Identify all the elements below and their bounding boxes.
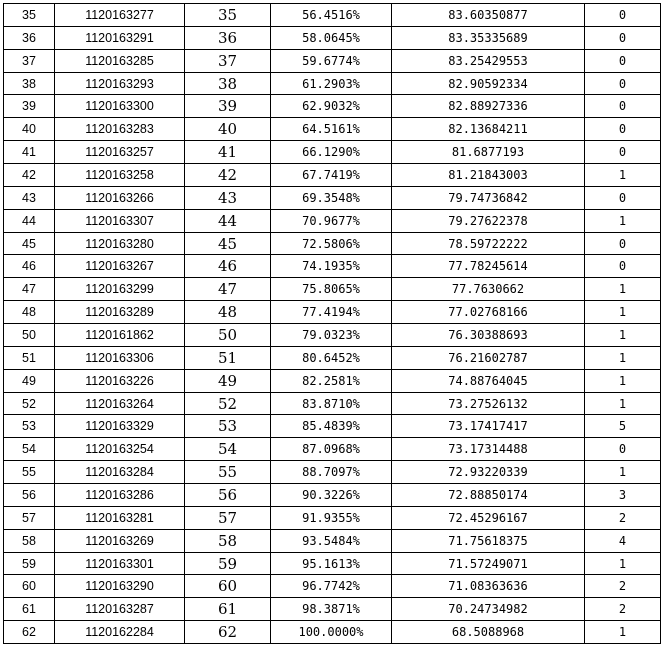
percentile-cell: 83.8710% [271, 392, 392, 415]
count-cell: 1 [585, 164, 661, 187]
student-id-cell: 1120163267 [55, 255, 185, 278]
student-id-cell: 1120163285 [55, 49, 185, 72]
count-cell: 0 [585, 26, 661, 49]
row-number-cell: 39 [4, 95, 55, 118]
rank-cell: 52 [185, 392, 271, 415]
student-id-cell: 1120163286 [55, 484, 185, 507]
score-cell: 76.30388693 [392, 324, 585, 347]
score-cell: 79.74736842 [392, 186, 585, 209]
percentile-cell: 79.0323% [271, 324, 392, 347]
table-row [4, 506, 661, 529]
ranking-table [3, 3, 661, 644]
count-cell: 0 [585, 232, 661, 255]
score-cell: 82.88927336 [392, 95, 585, 118]
percentile-cell: 58.0645% [271, 26, 392, 49]
rank-cell: 48 [185, 301, 271, 324]
rank-cell: 49 [185, 369, 271, 392]
percentile-cell: 88.7097% [271, 461, 392, 484]
percentile-cell: 70.9677% [271, 209, 392, 232]
score-cell: 70.24734982 [392, 598, 585, 621]
rank-cell: 55 [185, 461, 271, 484]
score-cell: 78.59722222 [392, 232, 585, 255]
table-row [4, 141, 661, 164]
score-cell: 71.75618375 [392, 529, 585, 552]
row-number-cell: 38 [4, 72, 55, 95]
student-id-cell: 1120163291 [55, 26, 185, 49]
student-id-cell: 1120163306 [55, 346, 185, 369]
student-id-cell: 1120162284 [55, 621, 185, 644]
student-id-cell: 1120163284 [55, 461, 185, 484]
count-cell: 1 [585, 369, 661, 392]
score-cell: 81.6877193 [392, 141, 585, 164]
percentile-cell: 91.9355% [271, 506, 392, 529]
percentile-cell: 80.6452% [271, 346, 392, 369]
percentile-cell: 87.0968% [271, 438, 392, 461]
student-id-cell: 1120163283 [55, 118, 185, 141]
rank-cell: 40 [185, 118, 271, 141]
count-cell: 1 [585, 461, 661, 484]
table-row [4, 324, 661, 347]
percentile-cell: 72.5806% [271, 232, 392, 255]
table-row [4, 49, 661, 72]
table-row [4, 301, 661, 324]
table-row [4, 232, 661, 255]
rank-cell: 38 [185, 72, 271, 95]
rank-cell: 61 [185, 598, 271, 621]
count-cell: 2 [585, 506, 661, 529]
rank-cell: 37 [185, 49, 271, 72]
table-row [4, 415, 661, 438]
table-row [4, 552, 661, 575]
percentile-cell: 100.0000% [271, 621, 392, 644]
student-id-cell: 1120163277 [55, 4, 185, 27]
score-cell: 73.17314488 [392, 438, 585, 461]
score-cell: 72.88850174 [392, 484, 585, 507]
count-cell: 0 [585, 95, 661, 118]
count-cell: 0 [585, 255, 661, 278]
row-number-cell: 54 [4, 438, 55, 461]
percentile-cell: 64.5161% [271, 118, 392, 141]
student-id-cell: 1120163269 [55, 529, 185, 552]
table-row [4, 209, 661, 232]
rank-cell: 53 [185, 415, 271, 438]
row-number-cell: 61 [4, 598, 55, 621]
table-row [4, 278, 661, 301]
percentile-cell: 77.4194% [271, 301, 392, 324]
row-number-cell: 57 [4, 506, 55, 529]
rank-cell: 59 [185, 552, 271, 575]
rank-cell: 58 [185, 529, 271, 552]
student-id-cell: 1120163301 [55, 552, 185, 575]
rank-cell: 46 [185, 255, 271, 278]
percentile-cell: 85.4839% [271, 415, 392, 438]
score-cell: 77.7630662 [392, 278, 585, 301]
rank-cell: 35 [185, 4, 271, 27]
score-cell: 68.5088968 [392, 621, 585, 644]
rank-cell: 47 [185, 278, 271, 301]
rank-cell: 43 [185, 186, 271, 209]
count-cell: 1 [585, 301, 661, 324]
table-row [4, 484, 661, 507]
row-number-cell: 47 [4, 278, 55, 301]
table-row [4, 186, 661, 209]
student-id-cell: 1120163258 [55, 164, 185, 187]
student-id-cell: 1120163266 [55, 186, 185, 209]
rank-cell: 39 [185, 95, 271, 118]
table-row [4, 72, 661, 95]
percentile-cell: 59.6774% [271, 49, 392, 72]
table-row [4, 598, 661, 621]
count-cell: 0 [585, 438, 661, 461]
count-cell: 0 [585, 4, 661, 27]
table-row [4, 118, 661, 141]
student-id-cell: 1120163290 [55, 575, 185, 598]
rank-cell: 60 [185, 575, 271, 598]
score-cell: 81.21843003 [392, 164, 585, 187]
percentile-cell: 95.1613% [271, 552, 392, 575]
row-number-cell: 35 [4, 4, 55, 27]
row-number-cell: 42 [4, 164, 55, 187]
row-number-cell: 46 [4, 255, 55, 278]
table-body [4, 4, 661, 644]
student-id-cell: 1120163300 [55, 95, 185, 118]
score-cell: 77.02768166 [392, 301, 585, 324]
score-cell: 72.45296167 [392, 506, 585, 529]
rank-cell: 41 [185, 141, 271, 164]
student-id-cell: 1120163287 [55, 598, 185, 621]
count-cell: 1 [585, 552, 661, 575]
table-row [4, 529, 661, 552]
table-row [4, 255, 661, 278]
rank-cell: 57 [185, 506, 271, 529]
percentile-cell: 75.8065% [271, 278, 392, 301]
score-cell: 82.13684211 [392, 118, 585, 141]
score-cell: 83.35335689 [392, 26, 585, 49]
rank-cell: 44 [185, 209, 271, 232]
row-number-cell: 60 [4, 575, 55, 598]
count-cell: 0 [585, 186, 661, 209]
row-number-cell: 37 [4, 49, 55, 72]
row-number-cell: 36 [4, 26, 55, 49]
score-cell: 83.60350877 [392, 4, 585, 27]
table-row [4, 438, 661, 461]
rank-cell: 56 [185, 484, 271, 507]
percentile-cell: 96.7742% [271, 575, 392, 598]
score-cell: 71.08363636 [392, 575, 585, 598]
row-number-cell: 53 [4, 415, 55, 438]
rank-cell: 51 [185, 346, 271, 369]
row-number-cell: 40 [4, 118, 55, 141]
count-cell: 0 [585, 49, 661, 72]
score-cell: 82.90592334 [392, 72, 585, 95]
student-id-cell: 1120163299 [55, 278, 185, 301]
table-row [4, 26, 661, 49]
student-id-cell: 1120163289 [55, 301, 185, 324]
count-cell: 3 [585, 484, 661, 507]
row-number-cell: 58 [4, 529, 55, 552]
percentile-cell: 56.4516% [271, 4, 392, 27]
student-id-cell: 1120163280 [55, 232, 185, 255]
table-row [4, 4, 661, 27]
score-cell: 83.25429553 [392, 49, 585, 72]
table-row [4, 95, 661, 118]
percentile-cell: 74.1935% [271, 255, 392, 278]
table-row [4, 346, 661, 369]
count-cell: 1 [585, 209, 661, 232]
row-number-cell: 56 [4, 484, 55, 507]
score-cell: 79.27622378 [392, 209, 585, 232]
table-row [4, 575, 661, 598]
score-cell: 71.57249071 [392, 552, 585, 575]
row-number-cell: 51 [4, 346, 55, 369]
count-cell: 2 [585, 598, 661, 621]
count-cell: 1 [585, 621, 661, 644]
table-row [4, 164, 661, 187]
rank-cell: 62 [185, 621, 271, 644]
count-cell: 4 [585, 529, 661, 552]
percentile-cell: 93.5484% [271, 529, 392, 552]
table-row [4, 621, 661, 644]
table-row [4, 392, 661, 415]
percentile-cell: 69.3548% [271, 186, 392, 209]
student-id-cell: 1120163307 [55, 209, 185, 232]
rank-cell: 54 [185, 438, 271, 461]
student-id-cell: 1120163281 [55, 506, 185, 529]
student-id-cell: 1120163329 [55, 415, 185, 438]
row-number-cell: 62 [4, 621, 55, 644]
percentile-cell: 66.1290% [271, 141, 392, 164]
count-cell: 1 [585, 324, 661, 347]
student-id-cell: 1120163257 [55, 141, 185, 164]
percentile-cell: 98.3871% [271, 598, 392, 621]
student-id-cell: 1120163293 [55, 72, 185, 95]
student-id-cell: 1120163264 [55, 392, 185, 415]
row-number-cell: 49 [4, 369, 55, 392]
student-id-cell: 1120163226 [55, 369, 185, 392]
count-cell: 0 [585, 141, 661, 164]
score-cell: 74.88764045 [392, 369, 585, 392]
student-id-cell: 1120163254 [55, 438, 185, 461]
rank-cell: 36 [185, 26, 271, 49]
score-cell: 76.21602787 [392, 346, 585, 369]
count-cell: 5 [585, 415, 661, 438]
row-number-cell: 45 [4, 232, 55, 255]
percentile-cell: 62.9032% [271, 95, 392, 118]
score-cell: 73.27526132 [392, 392, 585, 415]
score-cell: 73.17417417 [392, 415, 585, 438]
percentile-cell: 67.7419% [271, 164, 392, 187]
count-cell: 1 [585, 278, 661, 301]
row-number-cell: 48 [4, 301, 55, 324]
score-cell: 72.93220339 [392, 461, 585, 484]
count-cell: 2 [585, 575, 661, 598]
percentile-cell: 61.2903% [271, 72, 392, 95]
row-number-cell: 59 [4, 552, 55, 575]
percentile-cell: 82.2581% [271, 369, 392, 392]
student-id-cell: 1120161862 [55, 324, 185, 347]
rank-cell: 50 [185, 324, 271, 347]
count-cell: 1 [585, 346, 661, 369]
row-number-cell: 41 [4, 141, 55, 164]
row-number-cell: 43 [4, 186, 55, 209]
table-row [4, 369, 661, 392]
count-cell: 0 [585, 118, 661, 141]
count-cell: 1 [585, 392, 661, 415]
score-cell: 77.78245614 [392, 255, 585, 278]
row-number-cell: 52 [4, 392, 55, 415]
percentile-cell: 90.3226% [271, 484, 392, 507]
row-number-cell: 50 [4, 324, 55, 347]
row-number-cell: 55 [4, 461, 55, 484]
table-row [4, 461, 661, 484]
count-cell: 0 [585, 72, 661, 95]
rank-cell: 45 [185, 232, 271, 255]
rank-cell: 42 [185, 164, 271, 187]
row-number-cell: 44 [4, 209, 55, 232]
